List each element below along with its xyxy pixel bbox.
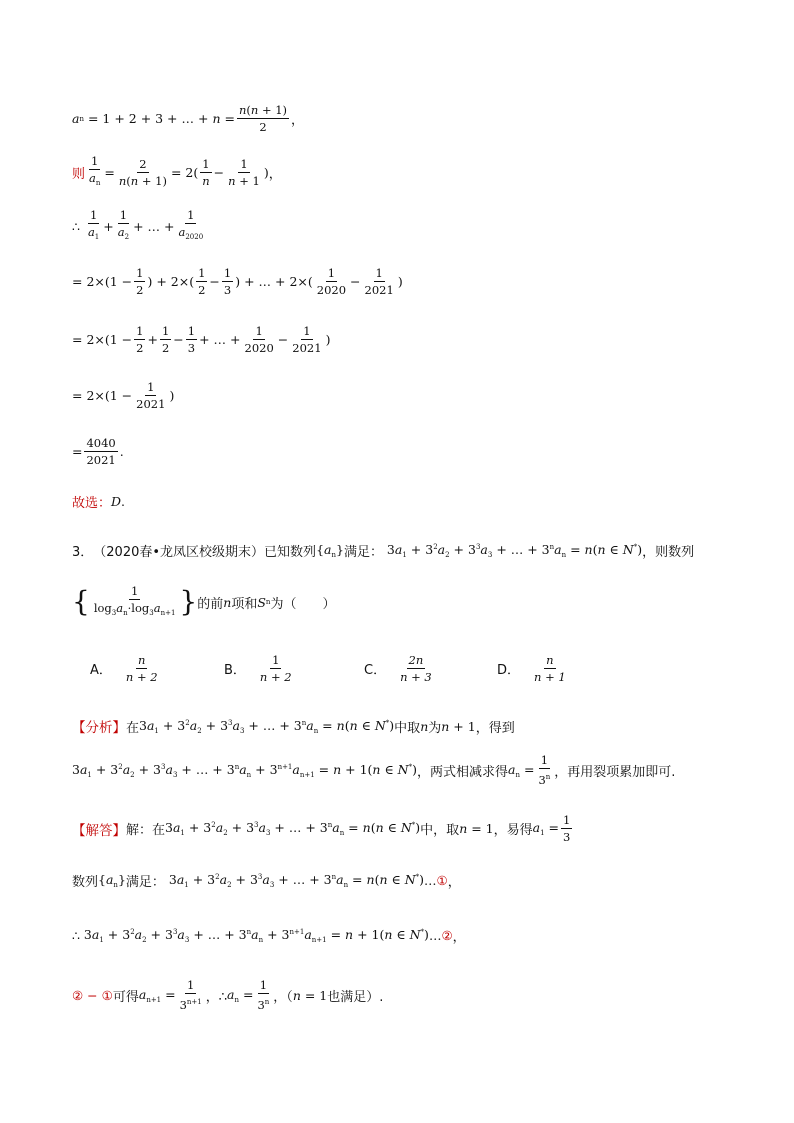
stem-text: 项和 <box>231 596 258 612</box>
option-label: A． <box>90 663 112 678</box>
stem-text: ，则数列 <box>642 545 695 560</box>
option-b[interactable] <box>224 653 296 684</box>
option-label: B． <box>224 663 246 678</box>
conclusion-line <box>72 492 125 511</box>
option-d[interactable] <box>497 653 570 684</box>
conclusion-label: 故选： <box>72 496 112 511</box>
punct: . <box>121 494 126 509</box>
punct: ， <box>452 930 466 945</box>
ellipsis: … <box>424 873 437 888</box>
punct: . <box>119 444 124 459</box>
solution-line-4: = 2×(1 − $\frac{1}{2}$ ) + 2×( $\frac{1}{2}$ − $\frac{1}{3}$ ) + … + 2×( $\frac{1}{2020}$ − $\frac{1}{2021}$ ) <box>72 266 403 297</box>
analysis-line-2: $3a_1 + 3^2a_2 + 3^3a_3$ + … + $3^na_n + 3^{n+1}a_{n+1} = n + 1(n$ ∈ N*) ，两式相减求得 $a_n$ = $\frac{1}{3^n}$ ，再用裂项累加即可. <box>72 753 676 787</box>
analysis-line-1: 【分析】 在 $3a_1 + 3^2a_2 + 3^3a_3$ + … + $3^na_n = n(n$ ∈ N*) 中取 n 为 n + 1 ，得到 <box>72 717 515 736</box>
option-label: C． <box>364 663 387 678</box>
solution-line-5: = 2×(1 − $\frac{1}{2}$ + $\frac{1}{2}$ − $\frac{1}{3}$ + … + $\frac{1}{2020}$ − $\frac{1}{2021}$ ) <box>72 324 331 355</box>
answer-text: 中，取 <box>420 823 460 838</box>
question-number: 3． <box>72 545 94 560</box>
solution-line-3: ∴ $\frac{1}{a_1}$ + $\frac{1}{a_2}$ + … + $\frac{1}{a_{2020}}$ <box>72 208 204 241</box>
analysis-text: ，得到 <box>475 720 515 736</box>
option-label: D． <box>497 663 521 678</box>
option-denominator: n + 2 <box>259 670 292 684</box>
analysis-tag: 【分析】 <box>72 720 126 736</box>
option-denominator: n + 1 <box>534 670 566 684</box>
option-denominator: n + 2 <box>125 670 158 684</box>
therefore-symbol: ∴ <box>72 928 80 943</box>
analysis-text: ，再用裂项累加即可. <box>554 764 676 780</box>
answer-text: 满足： <box>125 875 165 890</box>
answer-tag: 【解答】 <box>72 822 126 839</box>
circled-one: ① <box>436 873 448 888</box>
question-source: （2020春•龙凤区校级期末） <box>93 545 265 560</box>
answer-line-3: ∴ $3a_1 + 3^2a_2 + 3^3a_3$ + … + $3^na_n + 3^{n+1}a_{n+1} = n + 1(n$ ∈ N*) … ② ， <box>72 927 466 945</box>
option-a[interactable] <box>90 653 162 684</box>
question-3-stem-2: { $\frac{1}{\log_3a_n\cdot\log_3a_{n+1}}$ } 的前 n 项和 S n 为（ ） <box>72 584 336 618</box>
option-numerator: 2n <box>408 653 424 667</box>
analysis-text: 中取 <box>394 720 421 736</box>
option-numerator: 1 <box>272 653 280 667</box>
option-numerator: n <box>138 653 146 667</box>
punct: ， <box>291 113 305 128</box>
solution-line-6: = 2×(1 − $\frac{1}{2021}$ ) <box>72 380 175 411</box>
punct: ， <box>447 875 461 890</box>
answer-text: ，∴ <box>205 989 228 1005</box>
conclusion-answer: D <box>111 494 122 509</box>
option-c[interactable] <box>364 653 436 684</box>
ellipsis: … <box>428 928 442 943</box>
stem-text: 满足： <box>343 545 383 560</box>
then-word: 则 <box>72 166 86 182</box>
answer-line-4: ② − ① 可得 $a_{n+1}$ = $\frac{1}{3^{n+1}}$ ，∴ $a_n$ = $\frac{1}{3^n}$ ，（ n = 1 也满足）. <box>72 978 384 1012</box>
question-3-stem: 3． （2020春•龙凤区校级期末） 已知数列 $\{a_n\}$ 满足： $3a_1 + 3^2a_2 + 3^3a_3$ + … + $3^na_n = n(n$ ∈ N*) ，则数列 <box>72 542 695 560</box>
analysis-text: 在 <box>126 720 140 736</box>
answer-line-1: 【解答】 解：在 $3a_1 + 3^2a_2 + 3^3a_3$ + … + $3^na_n = n(n$ ∈ N*) 中，取 n = 1 ，易得 $a_1$ = $\frac{1}{3}$ <box>72 813 571 844</box>
stem-text: 为（ ） <box>270 596 336 612</box>
analysis-text: ，两式相减求得 <box>417 764 509 780</box>
analysis-text: 为 <box>428 720 442 736</box>
answer-text: ，易得 <box>493 823 533 838</box>
answer-text: 解：在 <box>126 823 166 838</box>
answer-line-2: 数列 $\{a_n\}$ 满足： $3a_1 + 3^2a_2 + 3^3a_3$ + … + $3^na_n = n(n$ ∈ N*) … ① ， <box>72 872 461 890</box>
answer-text: 可得 <box>112 989 139 1005</box>
stem-text: 的前 <box>197 596 224 612</box>
difference-marker: ② − ① <box>72 987 113 1003</box>
solution-line-1: a n = 1 + 2 + 3 + … + n = $\frac{n(n + 1)}{2}$ ， <box>72 103 305 134</box>
answer-text: 也满足）. <box>327 989 384 1005</box>
solution-line-7: = $\frac{4040}{2021}$ . <box>72 436 124 467</box>
solution-line-2: 则 $\frac{1}{a_n}$ = $\frac{2}{n(n + 1)}$ = 2( $\frac{1}{n}$ − $\frac{1}{n + 1}$ ) ， <box>72 154 282 188</box>
punct: ， <box>268 166 282 182</box>
stem-text: 已知数列 <box>264 545 317 560</box>
circled-two: ② <box>441 928 453 943</box>
answer-text: 数列 <box>72 875 99 890</box>
option-denominator: n + 3 <box>400 670 432 684</box>
answer-text: ，（ <box>273 989 293 1005</box>
therefore-symbol: ∴ <box>72 218 80 234</box>
option-numerator: n <box>546 653 554 667</box>
